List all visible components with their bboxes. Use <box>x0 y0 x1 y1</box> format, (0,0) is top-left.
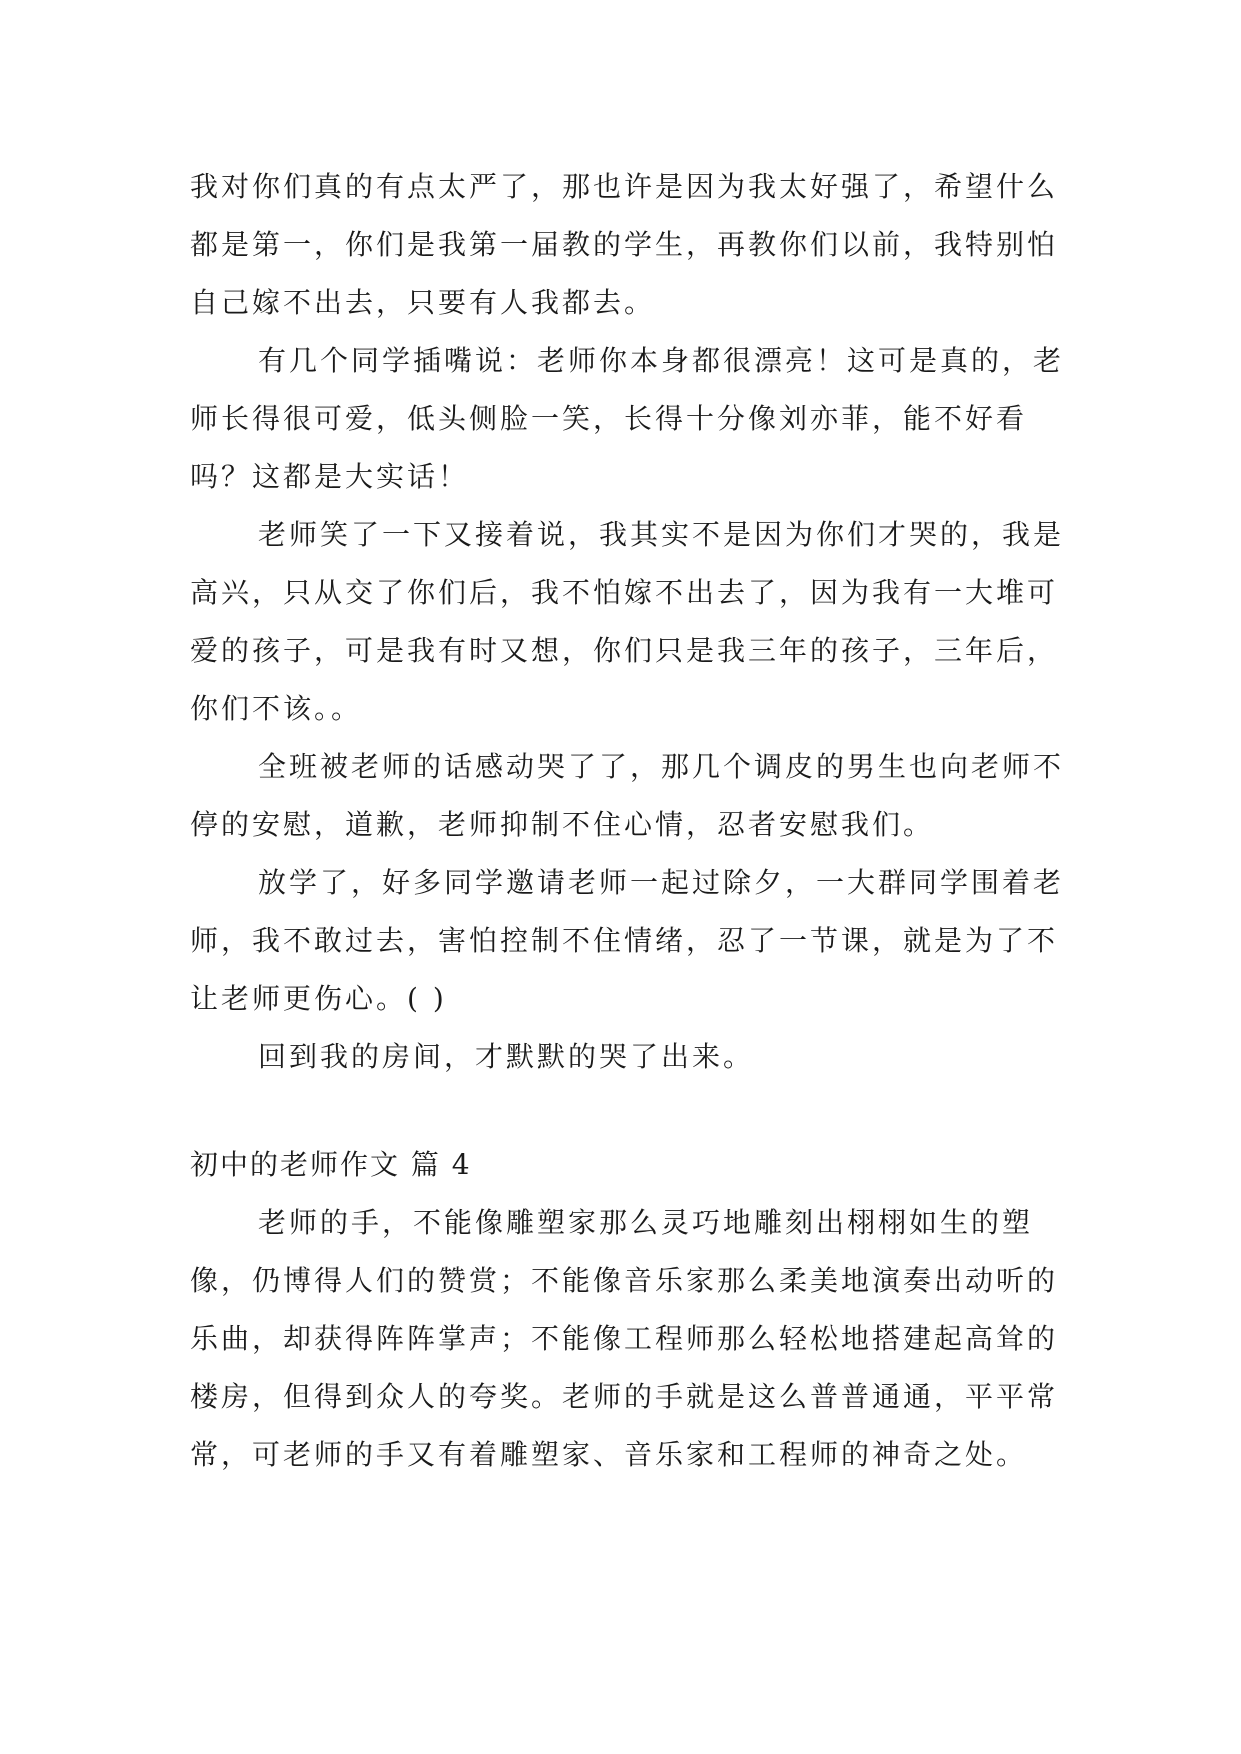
paragraph: 回到我的房间，才默默的哭了出来。 <box>258 1040 755 1073</box>
paragraph: 我对你们真的有点太严了，那也许是因为我太好强了，希望什么都是第一，你们是我第一届教的学生，再教你们以前，我特别怕自己嫁不出去，只要有人我都去。 <box>190 170 1059 319</box>
section-one-body <box>190 158 1070 1086</box>
paragraph: 老师笑了一下又接着说，我其实不是因为你们才哭的，我是高兴，只从交了你们后，我不怕嫁不出去了，因为我有一大堆可爱的孩子，可是我有时又想，你们只是我三年的孩子，三年后，你们不该。。 <box>190 518 1065 725</box>
paragraph: 放学了，好多同学邀请老师一起过除夕，一大群同学围着老师，我不敢过去，害怕控制不住情绪，忍了一节课，就是为了不让老师更伤心。( ) <box>190 866 1065 1015</box>
paragraph: 老师的手，不能像雕塑家那么灵巧地雕刻出栩栩如生的塑像，仍博得人们的赞赏；不能像音乐家那么柔美地演奏出动听的乐曲，却获得阵阵掌声；不能像工程师那么轻松地搭建起高耸的楼房，但得到众人的夸奖。老师的手就是这么普普通通，平平常常，可老师的手又有着雕塑家、音乐家和工程师的神奇之处。 <box>190 1206 1059 1471</box>
section-two-body <box>190 1194 1070 1484</box>
section-heading: 初中的老师作文 篇 4 <box>190 1148 472 1181</box>
paragraph: 全班被老师的话感动哭了了，那几个调皮的男生也向老师不停的安慰，道歉，老师抑制不住心情，忍者安慰我们。 <box>190 750 1065 841</box>
paragraph: 有几个同学插嘴说：老师你本身都很漂亮！这可是真的，老师长得很可爱，低头侧脸一笑，长得十分像刘亦菲，能不好看吗？这都是大实话！ <box>190 344 1065 493</box>
